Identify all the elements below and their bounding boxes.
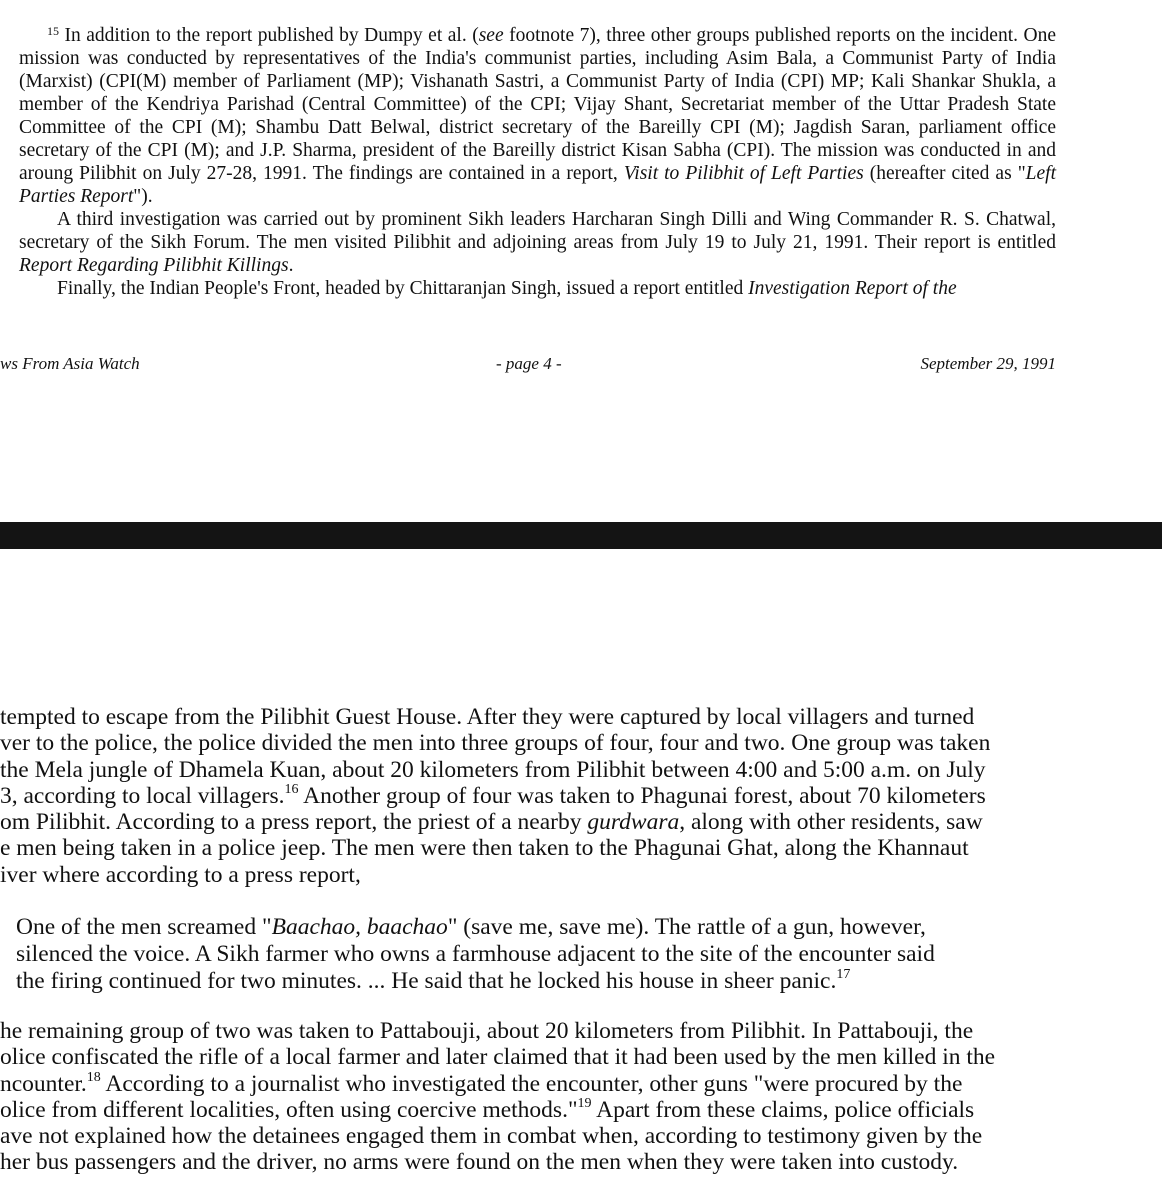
text-line: ver to the police, the police divided the men into three groups of four, four and two. One group was taken [0, 730, 991, 757]
text-fragment: om Pilibhit. According to a press report, the priest of a nearby [0, 809, 588, 836]
footnote-text: "). [133, 186, 153, 207]
text-line [0, 1071, 1056, 1097]
footnote-report-title: Investigation Report of the [748, 278, 957, 299]
footer-publication: ws From Asia Watch [0, 354, 140, 373]
text-fragment: Another group of four was taken to Phagunai forest, about 70 kilometers [298, 782, 986, 809]
text-line [0, 809, 1056, 835]
footnote-paragraph-3 [19, 277, 1056, 300]
footer-date: September 29, 1991 [920, 354, 1056, 373]
text-line: ave not explained how the detainees engaged them in combat when, according to testimony given by the [0, 1123, 983, 1150]
quote-line [16, 968, 1026, 995]
text-line: her bus passengers and the driver, no arms were found on the men when they were taken into custody. [0, 1149, 959, 1176]
footnote-text: . [288, 255, 294, 276]
text-line [0, 1097, 1056, 1123]
body-paragraph-2 [0, 1018, 1056, 1176]
footnote-paragraph-1 [19, 24, 1056, 208]
text-fragment: ncounter. [0, 1070, 87, 1097]
page-footer [0, 354, 1056, 376]
body-paragraph-1 [0, 704, 1056, 888]
footnote-text: In addition to the report published by Dumpy et al. ( [64, 25, 479, 46]
footnote-ref-19[interactable]: 19 [577, 1096, 592, 1111]
footnote-report-title: Visit to Pilibhit of Left Parties [623, 163, 864, 184]
text-fragment: One of the men screamed " [16, 914, 272, 940]
text-fragment: olice from different localities, often using coercive methods." [0, 1096, 578, 1123]
footnote-italic-see: see [478, 25, 504, 46]
page-separator-bar [0, 522, 1162, 549]
italic-quote-phrase: Baachao, baachao [271, 914, 448, 940]
text-line: e men being taken in a police jeep. The men were then taken to the Phagunai Ghat, along the Khannaut [0, 835, 969, 862]
text-line: the Mela jungle of Dhamela Kuan, about 20 kilometers from Pilibhit between 4:00 and 5:00 a.m. on July [0, 756, 986, 783]
footnote-15 [19, 24, 1056, 300]
text-line: he remaining group of two was taken to Pattabouji, about 20 kilometers from Pilibhit. In Pattabouji, the [0, 1018, 974, 1044]
footnote-report-short-title: Left Parties Report [19, 163, 1056, 207]
text-fragment: " (save me, save me). The rattle of a gun, however, [447, 914, 926, 940]
upper-page [0, 0, 1162, 522]
footnote-ref-18[interactable]: 18 [86, 1070, 101, 1085]
footnote-ref-16[interactable]: 16 [284, 782, 299, 797]
text-line: iver where according to a press report, [0, 861, 361, 888]
text-line: olice confiscated the rifle of a local farmer and later claimed that it had been used by the men killed in the [0, 1044, 996, 1071]
text-fragment: Apart from these claims, police officials [591, 1096, 975, 1123]
footnote-text: Finally, the Indian People's Front, headed by Chittaranjan Singh, issued a report entitled [57, 278, 749, 299]
footnote-number: 15 [47, 24, 59, 38]
footnote-paragraph-2 [19, 208, 1056, 277]
footnote-text: A third investigation was carried out by prominent Sikh leaders Harcharan Singh Dilli and Wing Commander R. S. Chatwal, secretary of the Sikh Forum. The men visited Pilibhit and adjoining areas from July 19 to July 21, 1991. Their report is entitled [19, 209, 1056, 253]
text-line: tempted to escape from the Pilibhit Guest House. After they were captured by local villagers and turned [0, 704, 975, 730]
text-fragment: the firing continued for two minutes. ... He said that he locked his house in sheer panic. [16, 968, 837, 994]
text-fragment: , along with other residents, saw [679, 809, 983, 836]
text-line [0, 783, 1056, 809]
footnote-text: (hereafter cited as " [863, 163, 1026, 184]
quote-line [16, 914, 1026, 941]
text-fragment: 3 [0, 782, 12, 809]
footnote-ref-17[interactable]: 17 [836, 967, 851, 982]
footnote-text: footnote 7), three other groups published reports on the incident. One mission was conducted by representatives of the India's communist parties, including Asim Bala, a Communist Party of India (Marxist) (CPI(M) member of Parliament (MP); Vishanath Sastri, a Communist Party of India (CPI) MP; Kali Shankar Shukla, a member of the Kendriya Parishad (Central Committee) of the CPI; Vijay Shant, Secretariat member of the Uttar Pradesh State Committee of the CPI (M); Shambu Datt Belwal, district secretary of the Bareilly CPI (M); Jagdish Saran, parliament office secretary of the CPI (M); and J.P. Sharma, president of the Bareilly district Kisan Sabha (CPI). The mission was conducted in and aroung Pilibhit on July 27-28, 1991. The findings are contained in a report, [19, 25, 1056, 184]
italic-term-gurdwara: gurdwara [587, 809, 680, 836]
text-fragment: , according to local villagers. [11, 782, 285, 809]
footnote-report-title: Report Regarding Pilibhit Killings [19, 255, 289, 276]
footer-page-number: - page 4 - [496, 354, 562, 373]
text-fragment: According to a journalist who investigated the encounter, other guns "were procured by the [100, 1070, 963, 1097]
quote-line: silenced the voice. A Sikh farmer who owns a farmhouse adjacent to the site of the encounter said [16, 941, 935, 967]
block-quote [16, 914, 1026, 995]
lower-page [0, 549, 1162, 1200]
